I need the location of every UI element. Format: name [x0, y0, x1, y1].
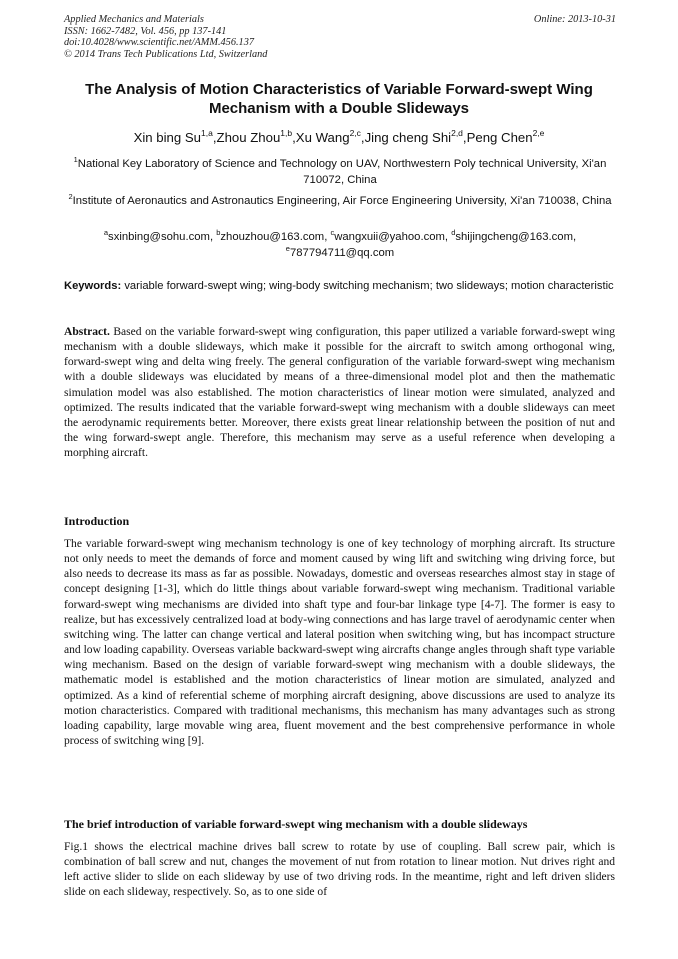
affiliation-sup: 2	[68, 192, 73, 201]
author-affiliation-sup: 1,a	[201, 128, 213, 138]
author-affiliation-sup: 1,b	[280, 128, 293, 138]
email-address[interactable]: sxinbing@sohu.com	[108, 231, 210, 243]
keywords-label: Keywords:	[64, 280, 122, 292]
section-heading-brief-introduction: The brief introduction of variable forward-swept wing mechanism with a double slideways	[64, 817, 528, 831]
affiliation-sup: 1	[73, 155, 78, 164]
abstract-label: Abstract.	[64, 326, 110, 338]
email-address[interactable]: shijingcheng@163.com	[455, 231, 573, 243]
copyright-line: © 2014 Trans Tech Publications Ltd, Switzerland	[64, 48, 268, 60]
author-name: Zhou Zhou	[216, 130, 281, 145]
abstract	[64, 325, 615, 461]
author-name: Jing cheng Shi	[364, 130, 452, 145]
section-text-introduction: The variable forward-swept wing mechanism technology is one of key technology of morphing aircraft. Its structure not only needs to meet the demands of force and moment caused by wing lift and switching wing driving force, but also needs to decrease its mass as far as possible. Nowadays, domestic and overseas researches almost stay in stage of concept designing [1-3], which do little things about variable forward-swept wing mechanism. Traditional variable forward-swept wing mechanisms are divided into shaft type and four-bar linkage type [4-7]. The former is easy to realize, but has excessively centralized load at body-wing connections and has large travel of aerodynamic center when switching wing. The latter can change vertical and lateral position when switching wing, but has incompact structure and low loading capability. Overseas variable backward-swept wing aircrafts change angles through shaft type variable wing mechanism. Based on the design of variable forward-swept wing mechanism with a double slideways, the mathematic model is established and the motion characteristics of linear motion are simulated, analyzed and optimized. As a kind of referential scheme of morphing aircraft designing, above discussions are used to analyze its motion characteristics. Compared with traditional mechanisms, this mechanism has many advantages such as strong loading capability, large movable wing area, fluent movement and the best comprehensive performance in whole process of switching wing [9].	[64, 538, 615, 748]
section-heading-introduction: Introduction	[64, 514, 130, 528]
email-sup: e	[285, 244, 290, 253]
email-address[interactable]: 787794711@qq.com	[289, 247, 395, 259]
email-sup: a	[103, 228, 109, 237]
author-affiliation-sup: 2,e	[532, 128, 545, 138]
abstract-text: Based on the variable forward-swept wing configuration, this paper utilized a variable forward-swept wing mechanism with a double slideways, which make it possible for the aircraft to switch among orthogonal wing, forward-swept wing and delta wing freely. The general configuration of the variable forward-swept wing mechanism with a double slideways was elucidated by means of a three-dimensional model plot and then the mathematic simulation model was also established. The motion characteristics of linear motion were simulated, analyzed and optimized. The results indicated that the variable forward-swept wing mechanism with a double slideways can meet the aerodynamic requirements better. Moreover, there exists great linear relationship between the position of nut and the wing forward-swept angle. Therefore, this mechanism may serve as a useful reference when developing a morphing aircraft.	[64, 326, 615, 460]
author-list: Xin bing Su$^{1,a}$,Zhou Zhou$^{1,b}$,Xu Wang$^{2,c}$,Jing cheng Shi$^{2,d}$,Peng Chen$^{2,e}$	[133, 128, 545, 145]
email-sup: c	[330, 228, 335, 237]
keywords-text: variable forward-swept wing; wing-body switching mechanism; two slideways; motion characteristic	[124, 280, 614, 292]
author-name: Xu Wang	[295, 130, 350, 145]
email-sup: d	[451, 228, 456, 237]
email-list: $^a$sxinbing@sohu.com, $^b$zhouzhou@163.com, $^c$wangxuii@yahoo.com, $^d$shijingcheng@163.com, $^e$787794711@qq.com	[103, 228, 577, 259]
affiliation-text: National Key Laboratory of Science and Technology on UAV, Northwestern Poly technical University, Xi'an 710072, China	[77, 158, 607, 186]
doi-line[interactable]: doi:10.4028/www.scientific.net/AMM.456.137	[64, 37, 254, 49]
journal-name: Applied Mechanics and Materials	[64, 14, 204, 25]
email-address[interactable]: zhouzhou@163.com	[220, 231, 325, 243]
journal-header	[64, 14, 616, 60]
issn-line: ISSN: 1662-7482, Vol. 456, pp 137-141	[64, 25, 227, 37]
email-sup: b	[216, 228, 221, 237]
keywords	[64, 279, 616, 294]
online-date: Online: 2013-10-31	[533, 14, 616, 25]
author-affiliation-sup: 2,d	[451, 128, 463, 138]
email-address[interactable]: wangxuii@yahoo.com	[334, 231, 445, 243]
paper-title: The Analysis of Motion Characteristics of Variable Forward-swept Wing Mechanism with a Double Slideways	[85, 81, 593, 117]
affiliation-2	[64, 193, 616, 209]
affiliation-text: Institute of Aeronautics and Astronautics Engineering, Air Force Engineering University, Xi'an 710038, China	[72, 195, 612, 207]
author-name: Xin bing Su	[133, 130, 202, 145]
affiliation-1	[64, 156, 616, 188]
author-name: Peng Chen	[466, 130, 533, 145]
section-text-brief-introduction: Fig.1 shows the electrical machine drives ball screw to rotate by use of coupling. Ball screw pair, which is combination of ball screw and nut, changes the movement of nut from rotation to linear motion. Nut drives right and left active slider to slide on each slideway by use of two driving rods. In the meantime, right and left driven sliders slide on each slideway, respectively. So, as to one side of	[64, 841, 615, 899]
author-affiliation-sup: 2,c	[349, 128, 361, 138]
